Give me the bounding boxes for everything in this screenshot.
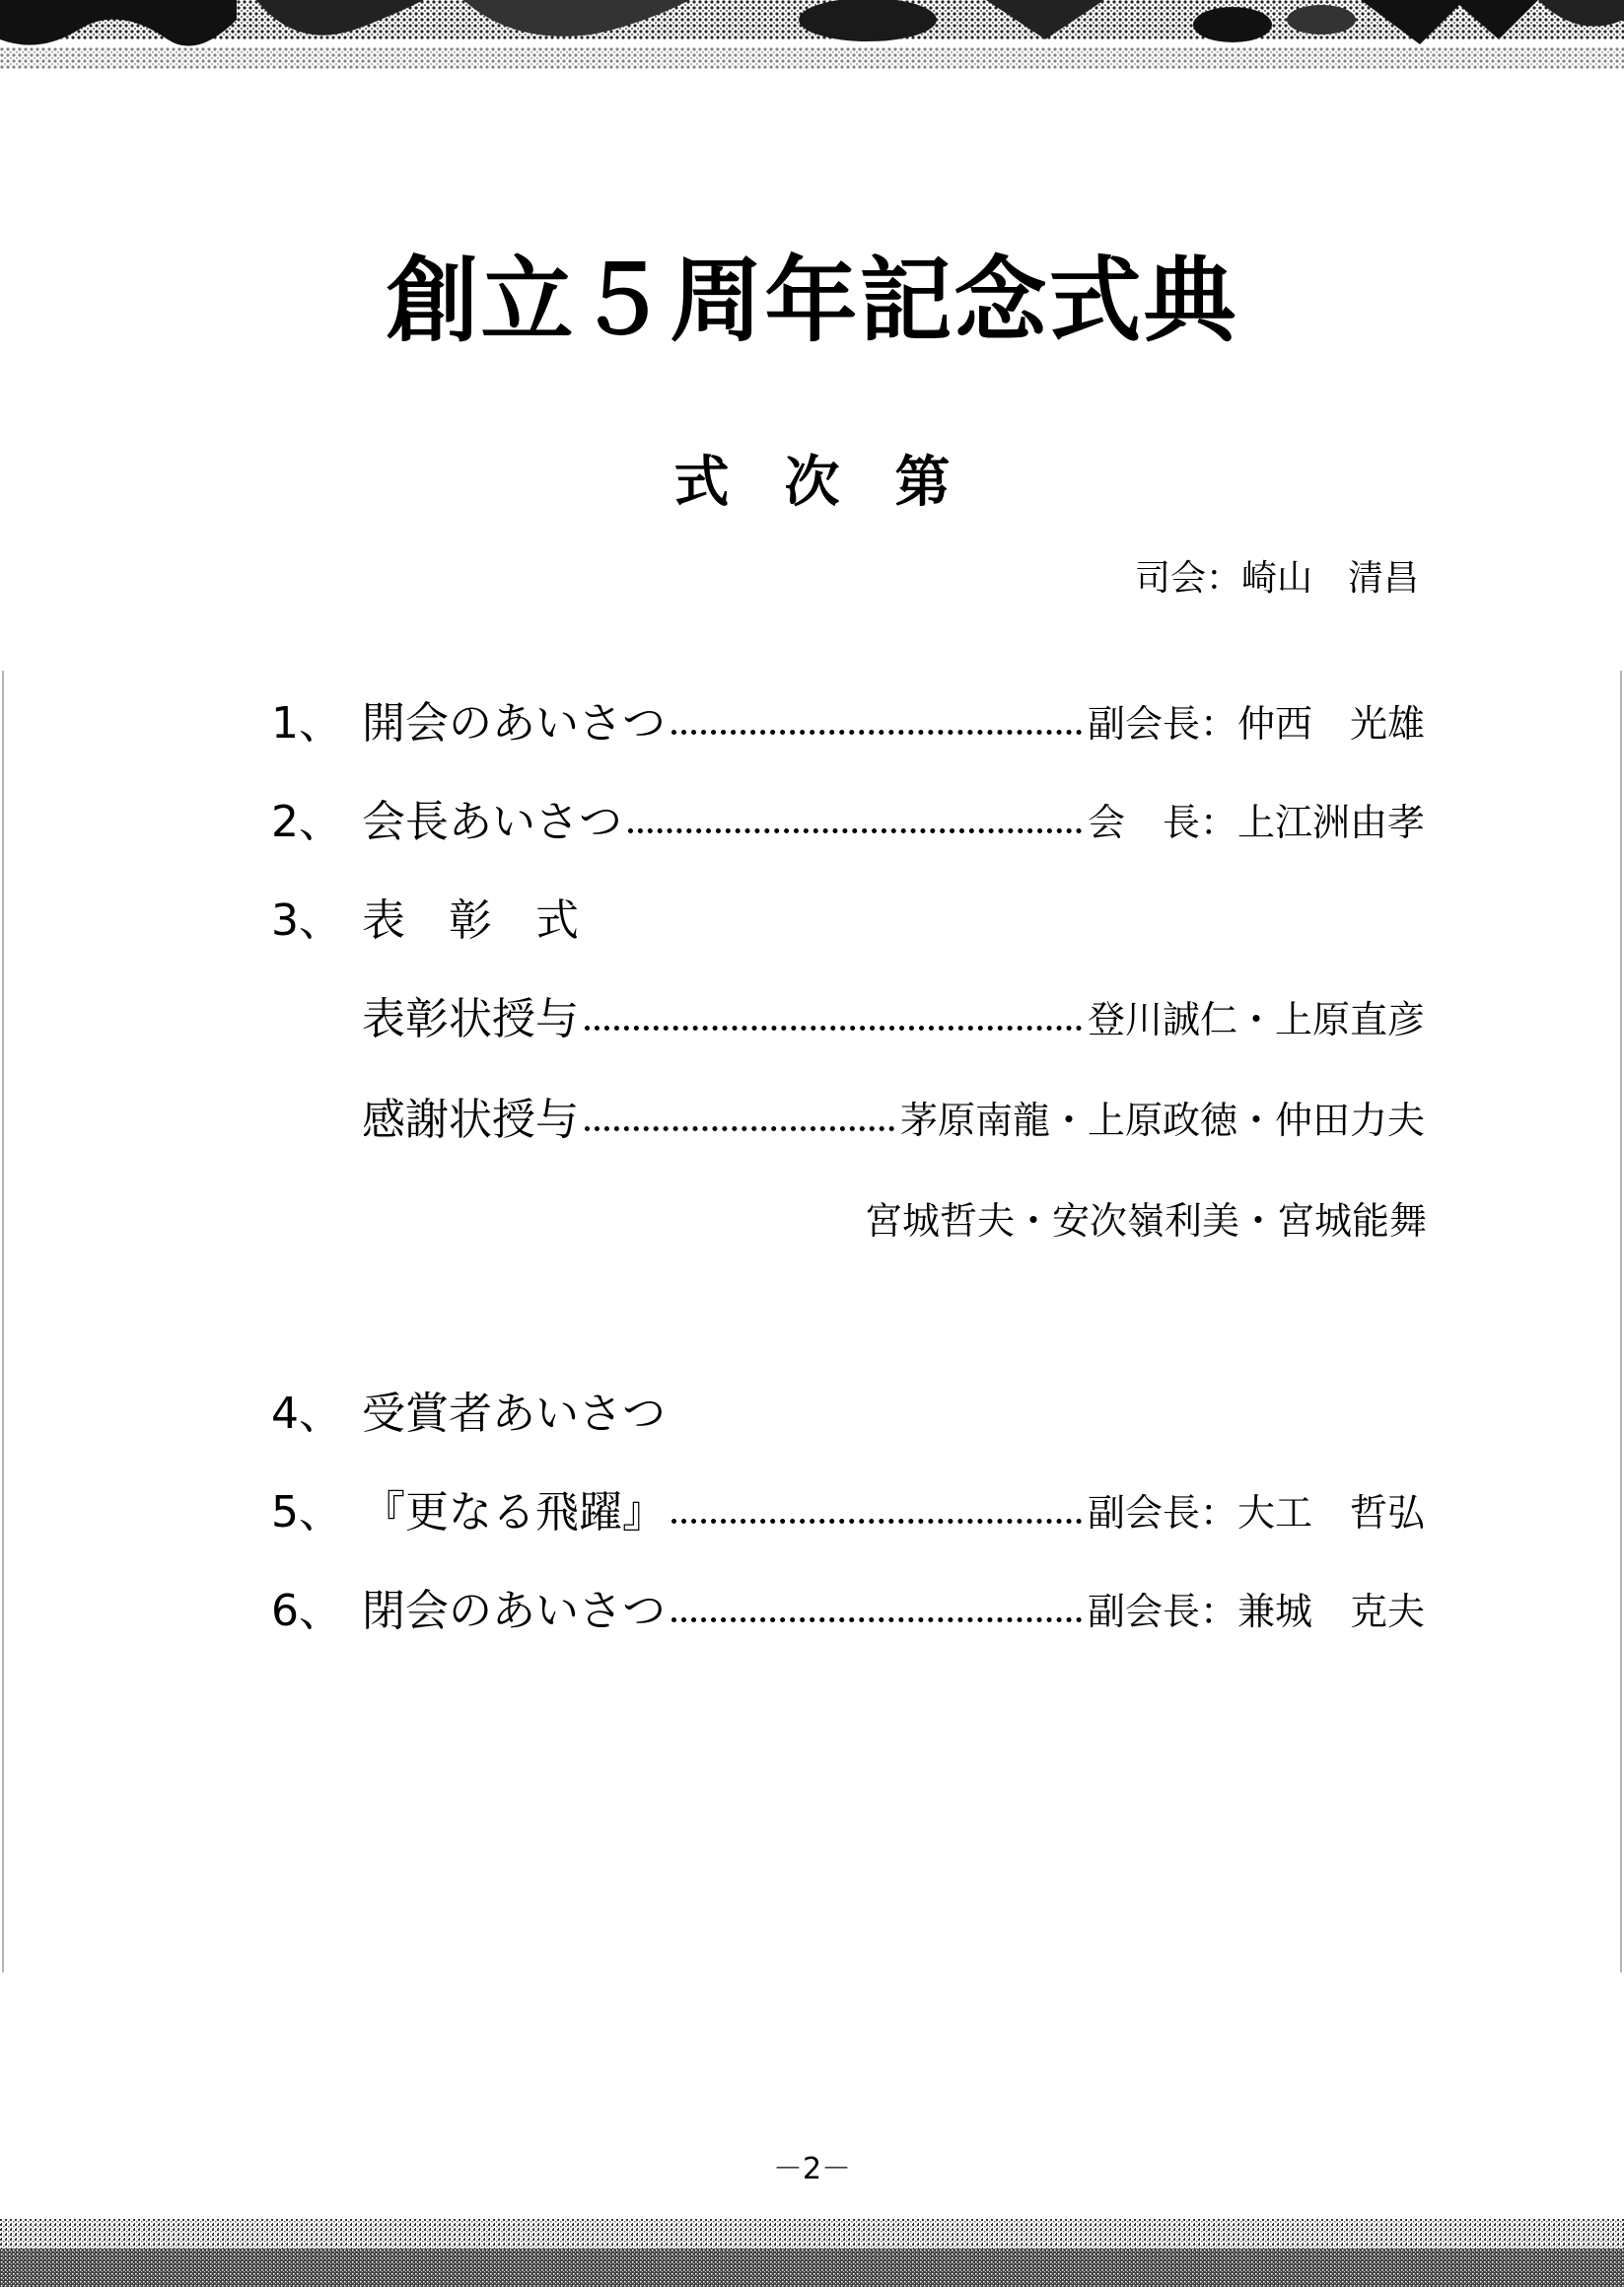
appreciation-recipients-continued: 宮城哲夫・安次嶺利美・宮城能舞 xyxy=(864,1199,1427,1243)
left-edge-line xyxy=(2,671,4,1972)
program-person: 副会長：兼城 克夫 xyxy=(1087,1590,1425,1633)
dotted-leader xyxy=(671,1519,1082,1524)
program-item-6 xyxy=(271,1579,1425,1644)
program-number: 3、 xyxy=(271,895,342,946)
program-heading: 式 次 第 xyxy=(673,451,951,515)
program-item-1 xyxy=(271,691,1425,756)
program-number: 6、 xyxy=(271,1586,342,1636)
program-label: 閉会のあいさつ xyxy=(362,1586,666,1636)
top-pattern-image xyxy=(0,0,1624,79)
program-label: 会長あいさつ xyxy=(362,797,622,847)
program-number: 1、 xyxy=(271,698,342,749)
top-decorative-band xyxy=(0,0,1624,79)
program-item-4 xyxy=(271,1382,1425,1447)
program-subitem-commendation xyxy=(362,987,1425,1052)
program-label: 表彰状授与 xyxy=(362,994,579,1044)
program-item-5 xyxy=(271,1480,1425,1545)
program-item-3 xyxy=(271,889,1425,954)
page-number: －2－ xyxy=(772,2152,852,2186)
program-label: 開会のあいさつ xyxy=(362,698,666,749)
program-person: 副会長：仲西 光雄 xyxy=(1087,702,1425,746)
dotted-leader xyxy=(671,730,1082,735)
right-edge-line xyxy=(1620,671,1622,1972)
program-label: 『更なる飛躍』 xyxy=(362,1487,666,1537)
page-title: 創立５周年記念式典 xyxy=(386,247,1238,355)
program-label: 表 彰 式 xyxy=(362,895,579,946)
emcee-line: 司会：崎山 清昌 xyxy=(1134,558,1419,599)
program-person: 会 長：上江洲由孝 xyxy=(1087,801,1425,844)
program-person: 登川誠仁・上原直彦 xyxy=(1087,998,1425,1041)
program-subitem-appreciation xyxy=(362,1088,1425,1153)
program-number: 2、 xyxy=(271,797,342,847)
bottom-decorative-band xyxy=(0,2170,1624,2287)
program-person: 副会長：大工 哲弘 xyxy=(1087,1491,1425,1535)
program-item-2 xyxy=(271,790,1425,855)
program-label: 受賞者あいさつ xyxy=(362,1389,666,1439)
program-person: 茅原南龍・上原政徳・仲田力夫 xyxy=(899,1099,1425,1142)
program-number: 4、 xyxy=(271,1389,342,1439)
dotted-leader xyxy=(585,1026,1082,1031)
program-label: 感謝状授与 xyxy=(362,1095,579,1145)
dotted-leader xyxy=(628,828,1082,833)
dotted-leader xyxy=(585,1126,894,1131)
dotted-leader xyxy=(671,1617,1082,1622)
program-number: 5、 xyxy=(271,1487,342,1537)
bottom-pattern-image xyxy=(0,2170,1624,2287)
